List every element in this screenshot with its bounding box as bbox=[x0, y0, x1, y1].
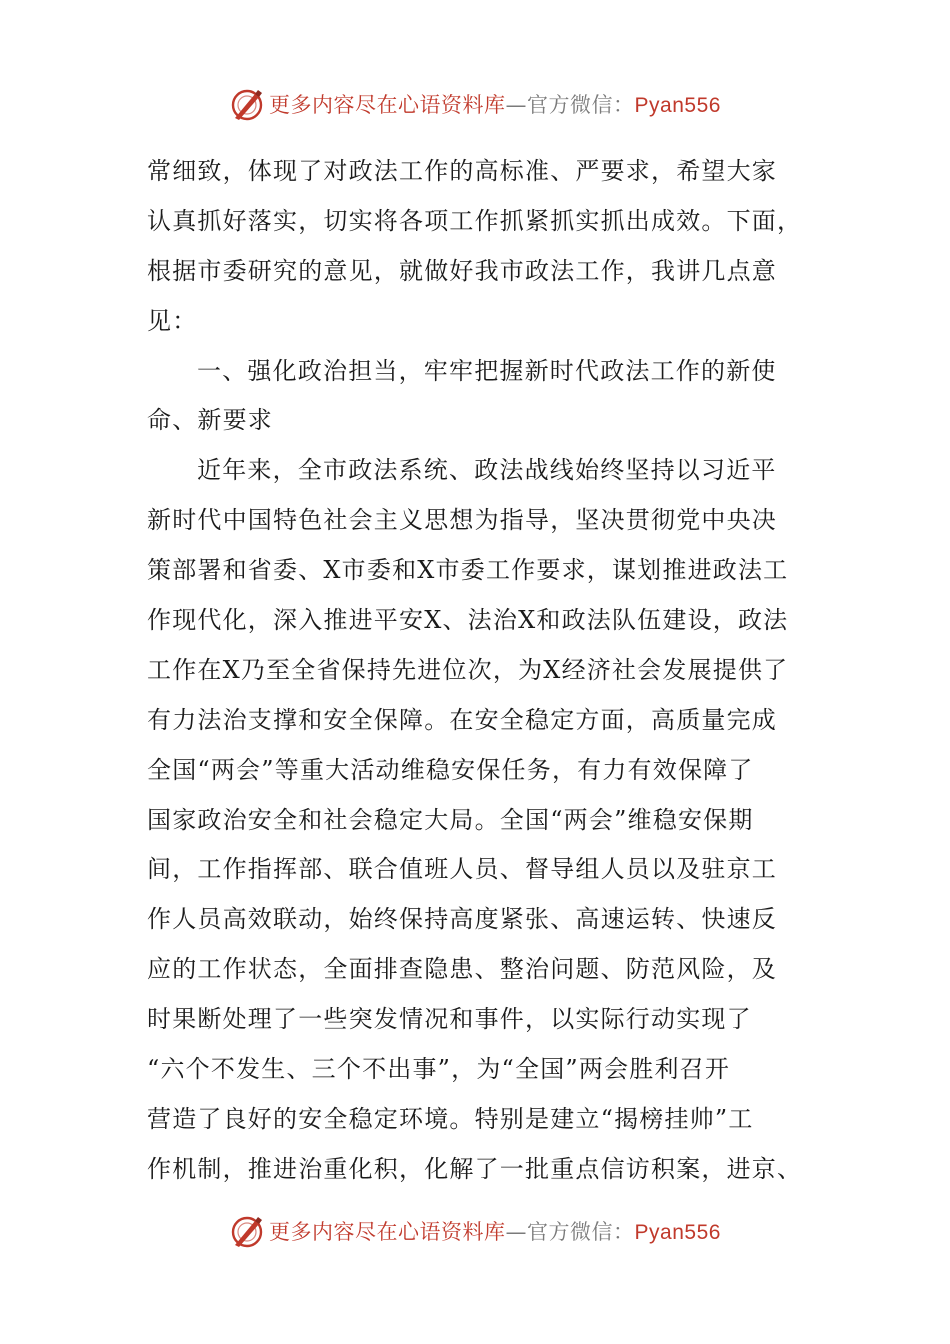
text-line: 认真抓好落实，切实将各项工作抓紧抓实抓出成效。下面， bbox=[147, 206, 803, 235]
text-line: 新时代中国特色社会主义思想为指导，坚决贯彻党中央决 bbox=[147, 506, 777, 535]
text-line: 应的工作状态，全面排查隐患、整治问题、防范风险，及 bbox=[147, 955, 777, 984]
header-banner bbox=[0, 84, 950, 124]
banner-dash: — bbox=[505, 1220, 528, 1244]
text-line: 作人员高效联动，始终保持高度紧张、高速运转、快速反 bbox=[147, 905, 777, 934]
text-line: 时果断处理了一些突发情况和事件，以实际行动实现了 bbox=[147, 1005, 752, 1034]
banner-dash: — bbox=[505, 93, 528, 117]
text-line: 国家政治安全和社会稳定大局。全国“两会”维稳安保期 bbox=[147, 805, 754, 834]
banner-wechat-id: Pyan556 bbox=[634, 94, 721, 117]
text-line: 策部署和省委、X市委和X市委工作要求，谋划推进政法工 bbox=[147, 556, 789, 585]
text-line: 营造了良好的安全稳定环境。特别是建立“揭榜挂帅”工 bbox=[147, 1104, 754, 1133]
section-heading-line: 一、强化政治担当，牢牢把握新时代政法工作的新使 bbox=[197, 356, 777, 385]
text-line: 间，工作指挥部、联合值班人员、督导组人员以及驻京工 bbox=[147, 855, 777, 884]
text-line: “六个不发生、三个不出事”，为“全国”两会胜利召开 bbox=[147, 1055, 731, 1084]
footer-banner bbox=[0, 1211, 950, 1251]
text-line: 全国“两会”等重大活动维稳安保任务，有力有效保障了 bbox=[147, 755, 754, 784]
text-line: 作现代化，深入推进平安X、法治X和政法队伍建设，政法 bbox=[147, 606, 789, 635]
text-line: 近年来，全市政法系统、政法战线始终坚持以习近平 bbox=[197, 456, 777, 485]
text-line: 工作在X乃至全省保持先进位次，为X经济社会发展提供了 bbox=[147, 655, 789, 684]
text-line: 有力法治支撑和安全保障。在安全稳定方面，高质量完成 bbox=[147, 705, 777, 734]
banner-site-name: 更多内容尽在心语资料库 bbox=[269, 93, 506, 117]
banner-text bbox=[269, 1216, 721, 1246]
banner-wechat-label: 官方微信： bbox=[527, 1220, 635, 1244]
body-text bbox=[147, 147, 803, 1195]
text-line: 作机制，推进治重化积，化解了一批重点信访积案，进京、 bbox=[147, 1154, 803, 1183]
banner-wechat-id: Pyan556 bbox=[634, 1221, 721, 1244]
pen-in-circle-logo-icon bbox=[229, 1213, 265, 1249]
banner-text bbox=[269, 89, 721, 119]
text-line: 根据市委研究的意见，就做好我市政法工作，我讲几点意 bbox=[147, 256, 777, 285]
text-line: 见： bbox=[147, 306, 198, 335]
text-line: 常细致，体现了对政法工作的高标准、严要求，希望大家 bbox=[147, 157, 777, 185]
section-heading-line: 命、新要求 bbox=[147, 406, 273, 435]
banner-site-name: 更多内容尽在心语资料库 bbox=[269, 1220, 506, 1244]
pen-in-circle-logo-icon bbox=[229, 86, 265, 122]
banner-wechat-label: 官方微信： bbox=[527, 93, 635, 117]
